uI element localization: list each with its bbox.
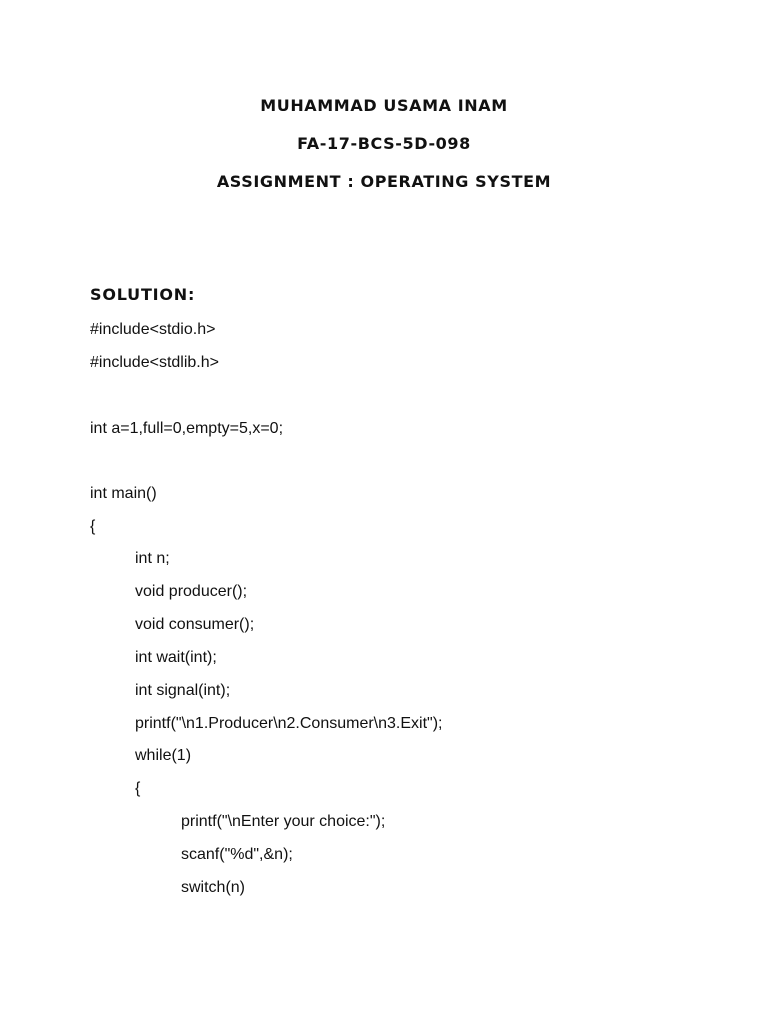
code-line: int main() — [90, 485, 157, 502]
code-line: { — [90, 518, 96, 535]
code-line: { — [135, 780, 141, 797]
code-line: void producer(); — [135, 583, 248, 600]
code-line: printf("\nEnter your choice:"); — [181, 813, 386, 830]
code-line: while(1) — [135, 747, 192, 764]
code-line: scanf("%d",&n); — [181, 846, 293, 863]
code-line: int signal(int); — [135, 682, 231, 699]
author-name: MUHAMMAD USAMA INAM — [260, 96, 508, 115]
solution-heading: SOLUTION: — [90, 285, 196, 304]
code-line: #include<stdlib.h> — [90, 354, 219, 371]
code-line: int n; — [135, 550, 170, 567]
assignment-title: ASSIGNMENT : OPERATING SYSTEM — [216, 172, 552, 191]
code-line: #include<stdio.h> — [90, 321, 216, 338]
code-line: void consumer(); — [135, 616, 255, 633]
code-line: printf("\n1.Producer\n2.Consumer\n3.Exit"); — [135, 715, 443, 732]
code-line: int a=1,full=0,empty=5,x=0; — [90, 420, 284, 437]
code-line: int wait(int); — [135, 649, 217, 666]
code-line: switch(n) — [181, 879, 246, 896]
student-id: FA-17-BCS-5D-098 — [297, 134, 471, 153]
